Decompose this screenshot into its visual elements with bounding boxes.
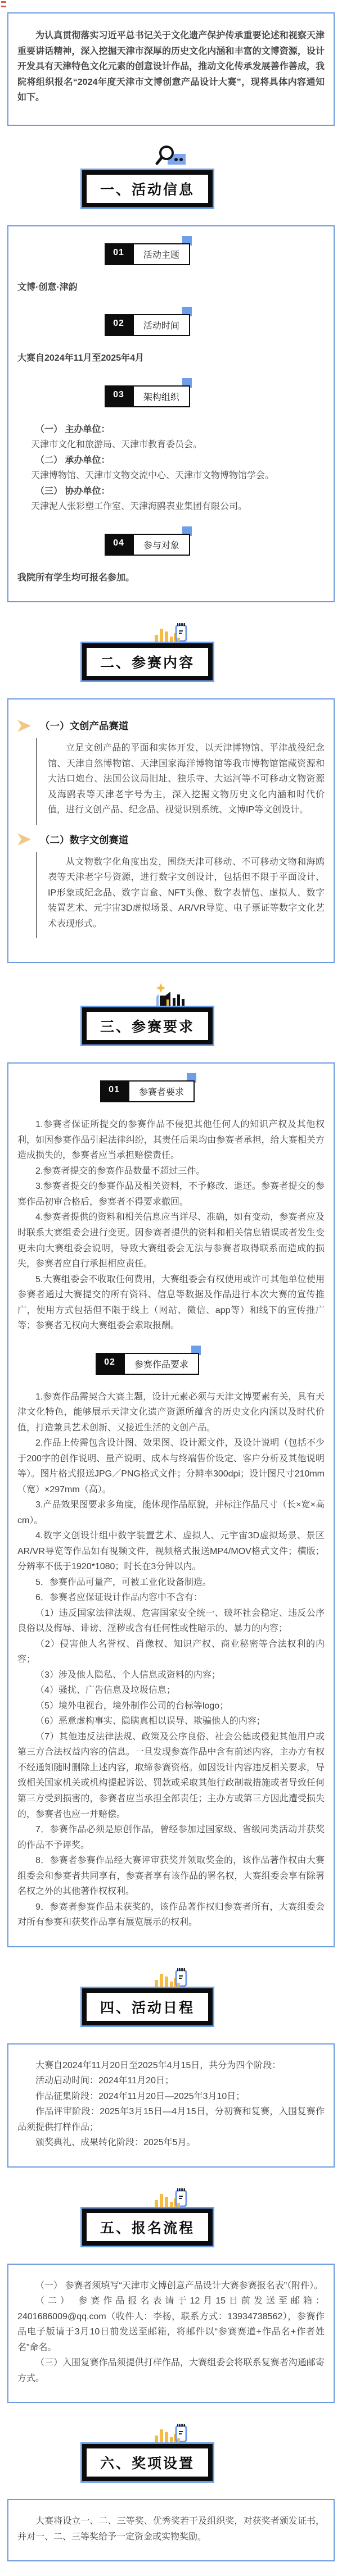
section-title-box: [82, 1007, 213, 1044]
activity-info-box: [7, 225, 335, 603]
schedule-line: 作品征集阶段：2024年11月20日—2025年3月10日；: [35, 2091, 245, 2101]
section-title-text: 一、活动信息: [100, 181, 195, 198]
track-digital-creative: [17, 833, 325, 939]
bar-chart-notepad-icon: [0, 2187, 342, 2211]
participants-text: 我院所有学生均可报名参加。: [17, 573, 135, 583]
badge-activity-theme: [105, 243, 190, 265]
prohibited-content-item: （2）侵害他人名誉权、肖像权、知识产权、商业秘密等合法权利的内容；: [17, 1639, 325, 1665]
host-unit-text: 天津市文化和旅游局、天津市教育委员会。: [31, 440, 202, 450]
track-paragraph: 立足文创产品的平面和实体开发，以天津博物馆、平津战役纪念馆、天津自然博物馆、天津国家海洋博物馆等我市博物馆馆藏资源和大沽口炮台、法国公议局旧址、独乐寺、大运河等不可移动文物资源及海鸥表等天津老字号为主，深入挖掘文物历史文化内涵和时代价值，进行文创产品、纪念品、视觉识别系统、文博IP等文创设计。: [48, 743, 325, 815]
bar-chart-notepad-icon: [0, 1966, 342, 1991]
requirement-item: 5.大赛组委会不收取任何费用，大赛组委会有权使用或许可其他单位使用参赛者通过大赛提交的所有资料、信息等数据及作品进行本次大赛的宣传推广，使用方式包括但不限于线上（网站、微信、app等）和线下的宣传推广等；参赛者无权向大赛组委会索取报酬。: [17, 1274, 325, 1331]
work-requirement-item: 7．参赛作品必须是原创作品，曾经参加过国家级、省级同类活动并获奖的作品不予评奖。: [17, 1825, 325, 1850]
prohibited-content-item: （7）其他违反法律法规、政策及公序良俗、社会公德或侵犯其他用户或第三方合法权益内容的信息。一旦发现参赛作品中含有前述内容，主办方有权不经通知随时删除上述内容，取缔参赛资格。如因设计内容违反相关要求，导致相关国家机关或机构提起诉讼、罚款或采取其他行政制裁措施或者导致任何第三方受到损害的，参赛者应当承担全部责任；主办方或第三方因此遭受损失的，参赛者也应一并赔偿。: [17, 1732, 325, 1819]
organizer-unit-text: 天津博物馆、天津市文物交流中心、天津市文物博物馆学会。: [31, 471, 274, 481]
bar-chart-notepad-icon: [0, 2422, 342, 2447]
activity-theme-text: 文博·创意·津韵: [17, 282, 78, 292]
prohibited-content-item: （1）违反国家法律法规、危害国家安全统一、破坏社会稳定、违反公序良俗以及侮辱、诽谤、淫秽或含有任何性或性暗示的、暴力的内容；: [17, 1608, 325, 1634]
track-heading-row: [17, 833, 325, 847]
work-requirement-item: 9．参赛者参赛作品未获奖的，该作品著作权归参赛者所有，大赛组委会对所有参赛和获奖作品享有展览展示的权利。: [17, 1902, 325, 1928]
track-body: [36, 738, 325, 825]
red-dash-decor: [1, 1, 6, 3]
badge-label: 活动时间: [133, 314, 190, 336]
work-requirement-item: 2.作品上传需包含设计图、效果图、设计源文件，及设计说明（包括不少于200字的创作说明、量产说明、成本与终端售价设定、客户分析及其他说明等）。图片格式报送JPG／PNG格式文件；分辨率300dpi；设计图尺寸210mm（宽）×297mm（高）。: [17, 1438, 325, 1494]
sparkle-city-icon: [0, 982, 342, 1010]
signup-box: [7, 2264, 335, 2404]
section-title-box: [82, 170, 213, 207]
signup-step: （三）入围复赛作品须提供打样作品，大赛组委会将联系复赛者沟通邮寄方式。: [17, 2358, 325, 2383]
badge-activity-time: [105, 314, 190, 336]
co-organizer-text: 天津泥人张彩塑工作室、天津海鸥表业集团有限公司。: [31, 502, 248, 512]
badge-label: 架构组织: [133, 385, 190, 407]
track-heading-text: （二）数字文创赛道: [40, 834, 129, 846]
badge-number: 04: [105, 534, 133, 556]
host-unit-heading: （一） 主办单位：: [35, 424, 110, 434]
section-header-schedule: [0, 1966, 342, 2025]
badge-label: 活动主题: [133, 243, 190, 265]
section-title-box: [82, 643, 213, 680]
badge-label: 参赛作品要求: [124, 1353, 199, 1375]
signup-step: （一） 参赛者须填写“天津市文博创意产品设计大赛参赛报名表”（附件）。: [35, 2280, 323, 2291]
awards-box: [7, 2499, 335, 2561]
section-title-box: [82, 2444, 213, 2481]
section-title-box: [82, 2209, 213, 2246]
badge-work-requirements: [96, 1353, 199, 1375]
badge-number: 01: [100, 1080, 128, 1102]
requirement-item: 4.参赛者提供的资料和相关信息应当详尽、准确，如有变动，参赛者应及时联系大赛组委会进行变更。因参赛者提供的资料和相关信息错误或者发生变更未向大赛组委会说明，导致大赛组委会无法与参赛者取得联系而造成的损失，参赛者应自行承担相应责任。: [17, 1212, 325, 1269]
section-title-text: 二、参赛内容: [100, 655, 195, 671]
section-header-awards: [0, 2422, 342, 2481]
schedule-line: 作品评审阶段：2025年3月15日—4月15日，分初赛和复赛，入围复赛作品须提供打样作品；: [17, 2107, 325, 2132]
badge-number: 02: [105, 314, 133, 336]
requirement-item: 2.参赛者提交的参赛作品数量不超过三件。: [35, 1166, 205, 1176]
section-header-requirements: [0, 982, 342, 1044]
intro-paragraph: 为认真贯彻落实习近平总书记关于文化遗产保护传承重要论述和视察天津重要讲话精神，深入挖掘天津市深厚的历史文化内涵和丰富的文博资源，设计开发具有天津特色文化元素的创意设计作品，推动文化传承发展善作善成，我院将组织报名“2024年度天津市文博创意产品设计大赛”，现将具体内容通知如下。: [17, 31, 325, 103]
badge-participants: [105, 534, 190, 556]
schedule-line: 大赛自2024年11月20日至2025年4月15日，共分为四个阶段：: [35, 2060, 281, 2070]
red-dash-decor: [1, 6, 6, 7]
track-body: [36, 852, 325, 939]
prohibited-content-item: （5）境外电视台，境外制作公司的台标等logo；: [35, 1701, 229, 1711]
prohibited-content-item: （4）骚扰、广告信息及垃圾信息；: [35, 1685, 176, 1696]
bar-chart-notepad-icon: [0, 621, 342, 646]
section-title-text: 三、参赛要求: [100, 1019, 195, 1035]
work-requirement-item: 5．参赛作品可量产，可被工业化设备制造。: [35, 1577, 212, 1587]
badge-organization: [105, 385, 190, 407]
section-header-signup: [0, 2187, 342, 2246]
section-title-text: 六、奖项设置: [100, 2456, 195, 2472]
track-paragraph: 从文物数字化角度出发，围绕天津可移动、不可移动文物和海鸥表等天津老字号资源，进行数字文创设计，包括但不限于平面设计、IP形象或纪念品、数字盲盒、NFT头像、数字表情包、虚拟人、数字装置艺术、元宇宙3D虚拟场景、AR/VR导览、电子票证等数字文化艺术表现形式。: [48, 857, 325, 929]
section-title-text: 五、报名流程: [100, 2220, 195, 2236]
requirements-box: [7, 1062, 335, 1947]
work-requirement-item: 6．参赛者应保证设计作品内容中不含有：: [35, 1593, 202, 1603]
organizer-unit-heading: （二） 承办单位：: [35, 455, 110, 465]
work-requirement-item: 4.数字文创设计组中数字装置艺术、虚拟人、元宇宙3D虚拟场景、景区AR/VR导览等作品如有视频文件，视频格式报送MP4/MOV格式文件；横版；分辨率不低于1920*1080；时长在3分钟以内。: [17, 1531, 325, 1572]
track-cultural-products: [17, 719, 325, 825]
badge-number: 03: [105, 385, 133, 407]
track-heading-row: [17, 719, 325, 733]
badge-participant-requirements: [100, 1080, 195, 1102]
signup-step-email: （二） 参赛作品报名表请于12月15日前发送至邮箱：2401686009@qq.com（收件人：李杨，联系方式：13934738562），参赛作品电子版请于3月10日前发送至邮箱，将邮件以“参赛赛道+作品名+作者姓名”命名。: [17, 2296, 325, 2352]
work-requirement-item: 3.产品效果图要求多角度，能体现作品原貌，并标注作品尺寸（长×宽×高cm）。: [17, 1500, 325, 1525]
prohibited-content-item: （6）恶意虚构事实、隐瞒真相以误导、欺骗他人的内容；: [35, 1716, 266, 1727]
arrow-icon: [16, 719, 32, 733]
schedule-box: [7, 2043, 335, 2168]
co-organizer-heading: （三） 协办单位：: [35, 486, 110, 496]
section-header-content: [0, 621, 342, 680]
section-header-activity-info: [0, 145, 342, 207]
requirement-item: 3.参赛者提交的参赛作品及相关资料，不予修改、退还。参赛者提交的参赛作品初审合格后，参赛者不得要求撤回。: [17, 1182, 325, 1207]
badge-label: 参与对象: [133, 534, 190, 556]
intro-box: [7, 12, 335, 126]
section-title-text: 四、活动日程: [100, 2000, 195, 2016]
prohibited-content-item: （3）涉及他人隐私、个人信息或资料的内容；: [35, 1670, 220, 1680]
section-title-box: [82, 1988, 213, 2025]
requirement-item: 1.参赛者保证所提交的参赛作品不侵犯其他任何人的知识产权及其他权利，如因参赛作品引起法律纠纷，其责任后果均由参赛者承担，给大赛相关方造成损失的，参赛者应当承担赔偿责任。: [17, 1120, 325, 1161]
content-tracks-box: [7, 698, 335, 963]
track-heading-text: （一）文创产品赛道: [40, 720, 129, 732]
work-requirement-item: 1.参赛作品需契合大赛主题，设计元素必须与天津文博要素有关，具有天津文化特色，能够展示天津文化遗产资源所蕴含的历史文化内涵以及时代价值，打造兼具艺术创新、又接近生活的文创产品。: [17, 1392, 325, 1433]
work-requirement-item: 8．参赛者参赛作品经大赛评审获奖并领取奖金的，该作品著作权由大赛组委会和参赛者共同享有，参赛者享有该作品的署名权，大赛组委会享有除署名权之外的其他著作权权利。: [17, 1856, 325, 1897]
badge-number: 01: [105, 243, 133, 265]
schedule-line: 活动启动时间：2024年11月20日；: [35, 2076, 174, 2086]
badge-number: 02: [96, 1353, 124, 1375]
awards-text: 大赛将设立一、二、三等奖、优秀奖若干及组织奖，对获奖者颁发证书，并对一、二、三等奖给予一定资金或实物奖励。: [17, 2516, 325, 2542]
badge-label: 参赛者要求: [128, 1080, 195, 1102]
magnifier-icon: [0, 145, 342, 167]
activity-time-text: 大赛自2024年11月至2025年4月: [17, 353, 145, 364]
schedule-line: 颁奖典礼、成果转化阶段：2025年5月。: [35, 2138, 196, 2148]
arrow-icon: [16, 833, 32, 846]
